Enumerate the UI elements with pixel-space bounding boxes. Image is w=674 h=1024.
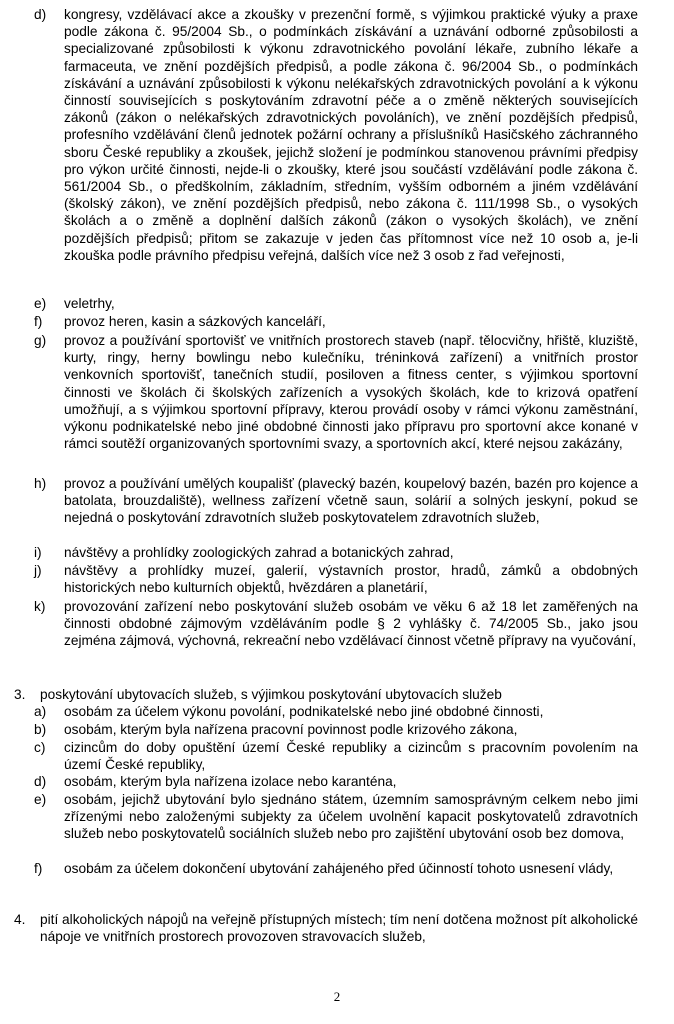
list-item-3b	[34, 721, 638, 738]
item-text: osobám, kterým byla nařízena izolace nebo karanténa,	[64, 774, 397, 789]
item-text: provozování zařízení nebo poskytování služeb osobám ve věku 6 až 18 let zaměřených na činnosti obdobné zájmovým vzděláváním podle § 2 vyhlášky č. 74/2005 Sb., jako jsou zejména zájmová, výchovná, rekreační nebo vzdělávací činnost včetně přípravy na vyučování,	[64, 599, 638, 649]
item-label: e)	[34, 792, 47, 807]
list-item-3c	[34, 739, 638, 773]
item-text: osobám, jejichž ubytování bylo sjednáno státem, územním samosprávným celkem nebo jimi zřízenými nebo založenými subjekty za účelem uvolnění kapacit poskytovatelů zdravotních služeb nebo poskytovatelů sociálních služeb nebo pro zajištění ubytování osob bez domova,	[64, 792, 638, 842]
item-label: d)	[34, 774, 47, 789]
section-text: pití alkoholických nápojů na veřejně přístupných místech; tím není dotčena možnost pít alkoholické nápoje ve vnitřních prostorech provozoven stravovacích služeb,	[40, 912, 639, 945]
list-item-3a	[34, 703, 638, 720]
list-item-2f	[34, 313, 638, 330]
section-4	[14, 911, 638, 945]
item-label: a)	[34, 704, 47, 719]
item-text: kongresy, vzdělávací akce a zkoušky v prezenční formě, s výjimkou praktické výuky a praxe podle zákona č. 95/2004 Sb., o podmínkách získávání a uznávání odborné způsobilosti a specializované způsobilosti k výkonu zdravotnického povolání lékaře, zubního lékaře a farmaceuta, ve znění pozdějších předpisů, a podle zákona č. 96/2004 Sb., o podmínkách získávání a uznávání způsobilosti k výkonu nelékařských zdravotnických povolání a k výkonu činností souvisejících s poskytováním zdravotní péče a o změně některých souvisejících zákonů (zákon o nelékařských zdravotnických povoláních), ve znění pozdějších předpisů, profesního vzdělávání členů jednotek požární ochrany a příslušníků Hasičského záchranného sboru České republiky a zkoušek, jejichž složení je podmínkou stanovenou právními předpisy pro výkon určité činnosti, nejde-li o zkoušky, které jsou součástí vzdělávání podle zákona č. 561/2004 Sb., o předškolním, základním, středním, vyšším odborném a jiném vzdělávání (školský zákon), ve znění pozdějších předpisů, nebo zákona č. 111/1998 Sb., o vysokých školách a o změně a doplnění dalších zákonů (zákon o vysokých školách), ve znění pozdějších předpisů; přitom se zakazuje v jeden čas přítomnost více než 10 osob a, je-li zkouška podle právního předpisu veřejná, dalších více než 3 osob z řad veřejnosti,	[64, 7, 638, 263]
item-text: provoz heren, kasin a sázkových kanceláří,	[64, 314, 326, 329]
list-item-3f	[34, 860, 638, 877]
item-label: f)	[34, 314, 43, 329]
item-text: osobám, kterým byla nařízena pracovní povinnost podle krizového zákona,	[64, 722, 518, 737]
item-text: osobám za účelem výkonu povolání, podnikatelské nebo jiné obdobné činnosti,	[64, 704, 544, 719]
item-label: j)	[34, 563, 42, 578]
item-label: c)	[34, 740, 46, 755]
item-label: f)	[34, 861, 43, 876]
list-item-2i	[34, 544, 638, 561]
item-text: provoz a používání umělých koupališť (plavecký bazén, koupelový bazén, bazén pro kojence a batolata, brouzdaliště), wellness zařízení včetně saun, solárií a solných jeskyní, pokud se nejedná o poskytování zdravotních služeb poskytovatelem zdravotních služeb,	[64, 476, 638, 526]
item-text: cizincům do doby opuštění území České republiky a cizincům s pracovním povolením na území České republiky,	[64, 740, 638, 773]
list-item-2h	[34, 475, 638, 527]
item-text: osobám za účelem dokončení ubytování zahájeného před účinností tohoto usnesení vlády,	[64, 861, 614, 876]
item-label: k)	[34, 599, 46, 614]
item-label: b)	[34, 722, 47, 737]
page-number: 2	[333, 989, 341, 1004]
list-item-2k	[34, 598, 638, 650]
item-label: g)	[34, 333, 47, 348]
item-label: e)	[34, 296, 47, 311]
list-item-3e	[34, 791, 638, 843]
section-3	[14, 686, 638, 703]
item-label: i)	[34, 545, 42, 560]
section-number: 4.	[14, 912, 26, 927]
item-text: provoz a používání sportovišť ve vnitřních prostorech staveb (např. tělocvičny, hřiště, kluziště, kurty, ringy, herny bowlingu nebo kulečníku, tréninková zařízení) a vnitřních prostor venkovních sportovišť, tanečních studií, posiloven a fitness center, s výjimkou sportovní činnosti ve školách či školských zařízeních a vysokých školách, kde to krizová opatření umožňují, a s výjimkou sportovní přípravy, kterou provádí osoby v rámci výkonu zaměstnání, výkonu podnikatelské nebo jiné obdobné činnosti jako přípravu pro sportovní akce konané v rámci soutěží organizovaných sportovními svazy, a sportovních akcí, které nejsou zakázány,	[64, 333, 638, 452]
item-text: návštěvy a prohlídky muzeí, galerií, výstavních prostor, hradů, zámků a obdobných historických nebo kulturních objektů, hvězdáren a planetárií,	[64, 563, 638, 596]
list-item-2j	[34, 562, 638, 596]
list-item-3d	[34, 773, 638, 790]
list-item-2e	[34, 295, 638, 312]
section-text: poskytování ubytovacích služeb, s výjimkou poskytování ubytovacích služeb	[40, 687, 502, 702]
item-label: h)	[34, 476, 47, 491]
item-label: d)	[34, 7, 47, 22]
section-number: 3.	[14, 687, 26, 702]
item-text: návštěvy a prohlídky zoologických zahrad a botanických zahrad,	[64, 545, 454, 560]
list-item-2d	[34, 6, 638, 264]
item-text: veletrhy,	[64, 296, 115, 311]
list-item-2g	[34, 332, 638, 452]
